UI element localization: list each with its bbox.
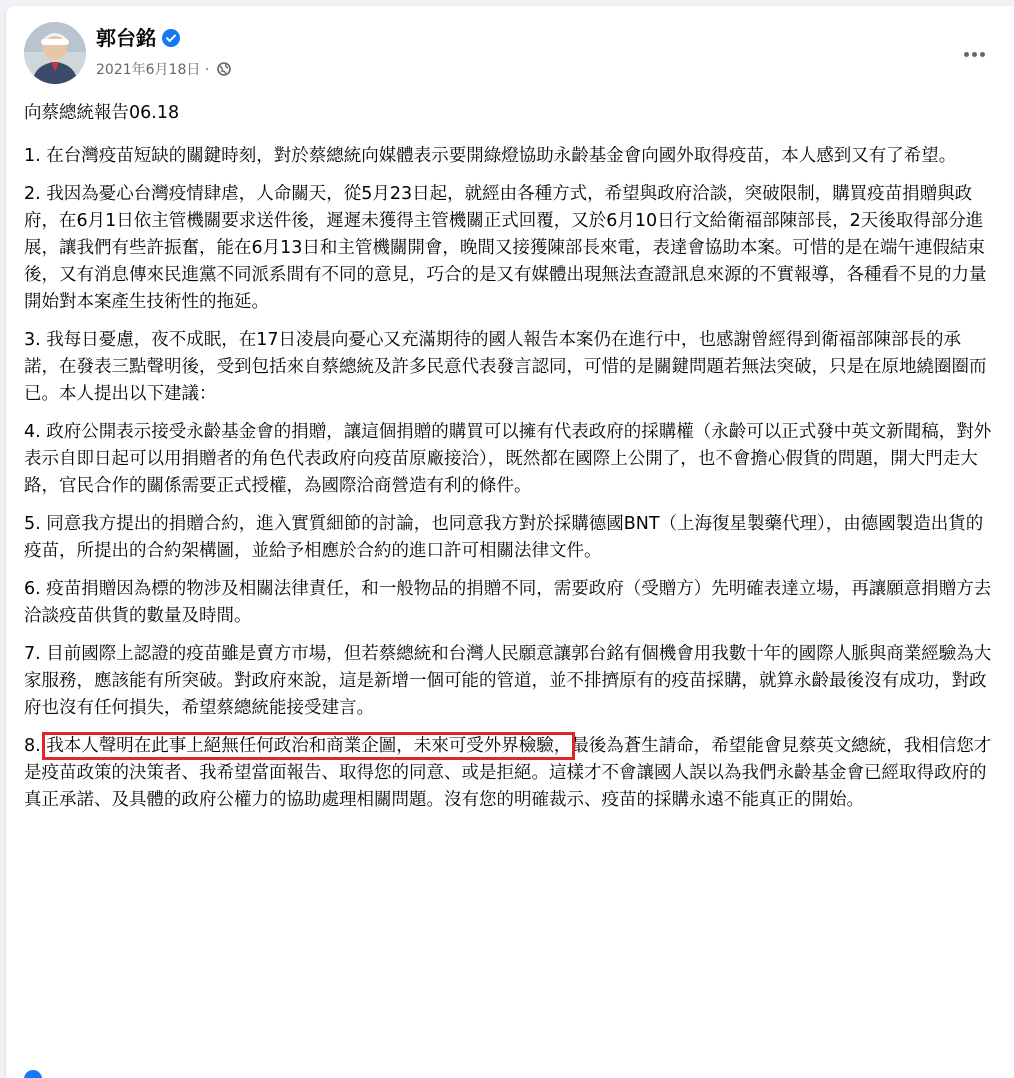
paragraph-2: 2. 我因為憂心台灣疫情肆虐，人命關天，從5月23日起，就經由各種方式，希望與政府洽談，突破限制，購買疫苗捐贈與政府，在6月1日依主管機關要求送件後，遲遲未獲得主管機關正式回覆，又於6月10日行文給衛福部陳部長，2天後取得部分進展，讓我們有些許振奮，能在6月13日和主管機關開會，晚間又接獲陳部長來電，表達會協助本案。可惜的是在端午連假結束後，又有消息傳來民進黨不同派系間有不同的意見，巧合的是又有媒體出現無法查證訊息來源的不實報導，各種看不見的力量開始對本案產生技術性的拖延。 [24, 184, 987, 312]
paragraph-5: 5. 同意我方提出的捐贈合約，進入實質細節的討論，也同意我方對於採購德國BNT（上海復星製藥代理），由德國製造出貨的疫苗，所提出的合約架構圖，並給予相應於合約的進口許可相關法律文件。 [24, 514, 984, 561]
paragraph-7: 7. 目前國際上認證的疫苗雖是賣方市場，但若蔡總統和台灣人民願意讓郭台銘有個機會用我數十年的國際人脈與商業經驗為大家服務，應該能有所突破。對政府來說，這是新增一個可能的管道，並不排擠原有的疫苗採購，就算永齡最後沒有成功，對政府也沒有任何損失，希望蔡總統能接受建言。 [24, 644, 992, 718]
reaction-summary[interactable] [24, 1070, 42, 1078]
paragraph-1: 1. 在台灣疫苗短缺的關鍵時刻，對於蔡總統向媒體表示要開綠燈協助永齡基金會向國外取得疫苗，本人感到又有了希望。 [24, 146, 957, 166]
post-body [24, 100, 996, 825]
paragraph-8-rest: 最後為蒼生請命，希望能會見蔡英文總統，我相信您才是疫苗政策的決策者、我希望當面報告、取得您的同意、或是拒絕。這樣才不會讓國人誤以為我們永齡基金會已經取得政府的真正承諾、及具體的政府公權力的協助處理相關問題。沒有您的明確裁示、疫苗的採購永遠不能真正的開始。 [24, 736, 992, 810]
author-name[interactable]: 郭台銘 [96, 26, 156, 50]
post-date[interactable]: 2021年6月18日 · [96, 62, 214, 78]
paragraph-6: 6. 疫苗捐贈因為標的物涉及相關法律責任，和一般物品的捐贈不同，需要政府（受贈方）先明確表達立場，再讓願意捐贈方去洽談疫苗供貨的數量及時間。 [24, 579, 992, 626]
paragraph-3: 3. 我每日憂慮，夜不成眠，在17日凌晨向憂心又充滿期待的國人報告本案仍在進行中，也感謝曾經得到衛福部陳部長的承諾，在發表三點聲明後，受到包括來自蔡總統及許多民意代表發言認同，可惜的是關鍵問題若無法突破，只是在原地繞圈圈而已。本人提出以下建議： [24, 330, 987, 404]
more-options-icon[interactable] [956, 36, 992, 72]
post-header [24, 22, 994, 86]
post-footer [24, 1070, 996, 1078]
author-name-row [96, 24, 180, 52]
like-reaction-icon [24, 1070, 42, 1078]
post-meta [96, 60, 231, 80]
avatar-image [24, 22, 86, 84]
paragraph-4: 4. 政府公開表示接受永齡基金會的捐贈，讓這個捐贈的購買可以擁有代表政府的採購權（永齡可以正式發中英文新聞稿，對外表示自即日起可以用捐贈者的角色代表政府向疫苗原廠接洽），既然都在國際上公開了，也不會擔心假貨的問題，開大門走大路，官民合作的關係需要正式授權，為國際洽商營造有利的條件。 [24, 422, 992, 496]
author-avatar[interactable] [24, 22, 86, 84]
globe-icon[interactable] [217, 62, 231, 76]
paragraph-8-number: 8. [24, 736, 47, 756]
post-card [6, 6, 1014, 1078]
paragraph-8 [24, 733, 996, 814]
highlighted-statement: 我本人聲明在此事上絕無任何政治和商業企圖，未來可受外界檢驗， [46, 736, 572, 756]
post-title: 向蔡總統報告06.18 [24, 103, 180, 123]
verified-badge-icon [162, 29, 180, 47]
